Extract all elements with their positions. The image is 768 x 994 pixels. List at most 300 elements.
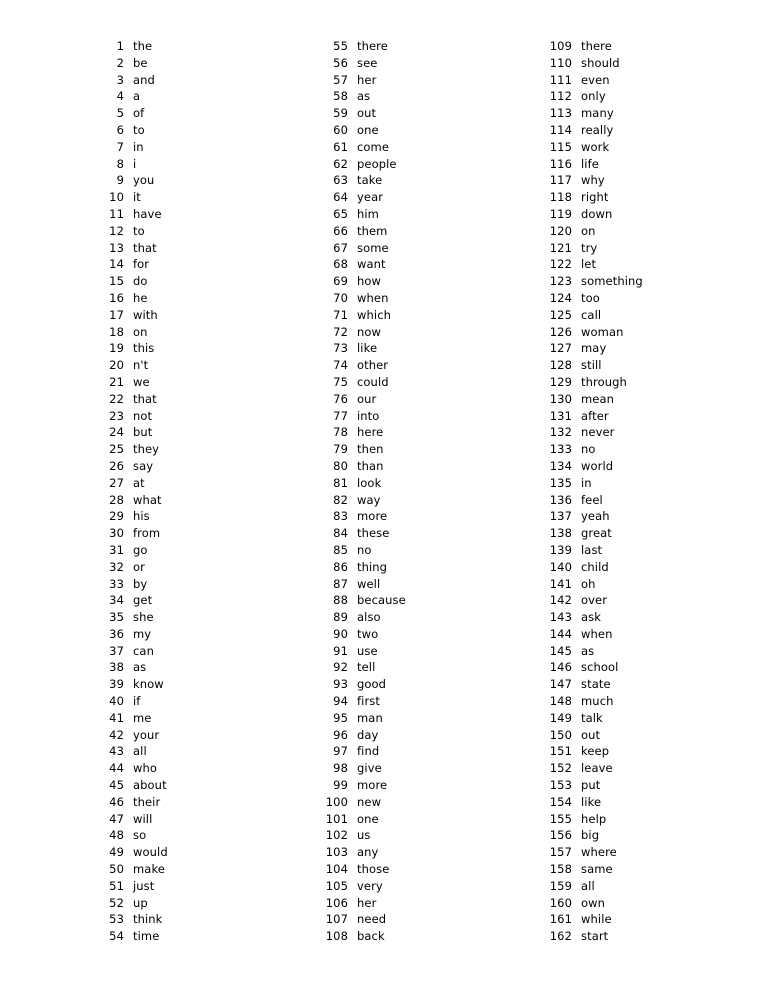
- word-text: which: [357, 307, 392, 322]
- word-text: other: [357, 358, 389, 373]
- word-text: because: [357, 593, 406, 608]
- word-list-item: [322, 844, 504, 861]
- word-rank: 162: [549, 929, 572, 944]
- word-list-item: [546, 189, 728, 206]
- word-text: good: [357, 677, 387, 692]
- word-text: talk: [581, 710, 603, 725]
- word-text: of: [133, 106, 145, 121]
- word-list-item: [322, 88, 504, 105]
- word-rank: 76: [333, 391, 348, 406]
- word-text: would: [133, 845, 168, 860]
- word-list-item: [98, 38, 280, 55]
- word-list-item: [98, 88, 280, 105]
- word-text: one: [357, 811, 379, 826]
- word-rank: 152: [549, 761, 572, 776]
- word-rank: 159: [549, 878, 572, 893]
- word-text: but: [133, 425, 153, 440]
- word-list-item: [98, 374, 280, 391]
- word-rank: 67: [333, 240, 348, 255]
- word-text: where: [581, 845, 617, 860]
- word-text: our: [357, 391, 377, 406]
- word-text: need: [357, 912, 387, 927]
- word-text: will: [133, 811, 153, 826]
- word-text: school: [581, 660, 619, 675]
- word-rank: 40: [109, 694, 124, 709]
- word-rank: 80: [333, 458, 348, 473]
- word-text: then: [357, 442, 384, 457]
- word-rank: 25: [109, 442, 124, 457]
- word-rank: 20: [109, 358, 124, 373]
- word-rank: 73: [333, 341, 348, 356]
- word-text: us: [357, 828, 371, 843]
- word-list-item: [546, 324, 728, 341]
- word-text: like: [357, 341, 378, 356]
- word-list-item: [98, 273, 280, 290]
- word-rank: 50: [109, 862, 124, 877]
- word-list-item: [322, 559, 504, 576]
- word-text: back: [357, 929, 385, 944]
- word-rank: 134: [549, 458, 572, 473]
- word-rank: 8: [116, 156, 124, 171]
- word-rank: 88: [333, 593, 348, 608]
- word-list-item: [546, 794, 728, 811]
- word-list-item: [98, 844, 280, 861]
- word-text: much: [581, 694, 614, 709]
- word-text: with: [133, 307, 158, 322]
- word-text: keep: [581, 744, 610, 759]
- word-list-item: [546, 576, 728, 593]
- word-rank: 155: [549, 811, 572, 826]
- word-rank: 1: [116, 39, 124, 53]
- word-text: we: [133, 374, 150, 389]
- word-text: their: [133, 794, 161, 809]
- word-text: on: [581, 223, 596, 238]
- word-text: too: [581, 290, 600, 305]
- word-text: when: [357, 290, 389, 305]
- word-text: or: [133, 559, 145, 574]
- word-list-item: [322, 508, 504, 525]
- word-rank: 23: [109, 408, 124, 423]
- word-rank: 138: [549, 526, 572, 541]
- word-text: take: [357, 173, 383, 188]
- word-list-item: [546, 542, 728, 559]
- word-rank: 42: [109, 727, 124, 742]
- word-list-item: [98, 391, 280, 408]
- word-list-item: [98, 324, 280, 341]
- word-list-item: [546, 340, 728, 357]
- word-list-item: [98, 240, 280, 257]
- word-list-item: [322, 139, 504, 156]
- word-text: people: [357, 156, 397, 171]
- word-rank: 127: [549, 341, 572, 356]
- word-text: ask: [581, 610, 601, 625]
- word-text: man: [357, 710, 383, 725]
- word-rank: 122: [549, 257, 572, 272]
- word-list-item: [98, 357, 280, 374]
- word-rank: 44: [109, 761, 124, 776]
- word-rank: 41: [109, 710, 124, 725]
- word-rank: 93: [333, 677, 348, 692]
- word-rank: 123: [549, 274, 572, 289]
- word-rank: 161: [549, 912, 572, 927]
- word-text: his: [133, 509, 150, 524]
- word-rank: 85: [333, 542, 348, 557]
- word-rank: 27: [109, 475, 124, 490]
- word-text: great: [581, 526, 612, 541]
- word-text: to: [133, 223, 145, 238]
- word-rank: 38: [109, 660, 124, 675]
- word-text: should: [581, 55, 620, 70]
- word-list-item: [322, 710, 504, 727]
- word-text: more: [357, 509, 388, 524]
- word-rank: 105: [325, 878, 348, 893]
- word-list-item: [98, 743, 280, 760]
- word-rank: 29: [109, 509, 124, 524]
- word-rank: 64: [333, 190, 348, 205]
- word-text: something: [581, 274, 643, 289]
- word-rank: 45: [109, 778, 124, 793]
- word-text: woman: [581, 324, 624, 339]
- word-list-item: [98, 223, 280, 240]
- word-list-item: [322, 895, 504, 912]
- word-text: that: [133, 240, 157, 255]
- word-list-item: [98, 105, 280, 122]
- word-rank: 46: [109, 794, 124, 809]
- word-list-item: [322, 256, 504, 273]
- word-list-item: [98, 408, 280, 425]
- word-text: as: [357, 89, 371, 104]
- word-rank: 102: [325, 828, 348, 843]
- word-rank: 7: [116, 139, 124, 154]
- word-rank: 62: [333, 156, 348, 171]
- word-text: her: [357, 895, 377, 910]
- word-text: let: [581, 257, 597, 272]
- word-text: only: [581, 89, 606, 104]
- word-text: feel: [581, 492, 603, 507]
- word-text: now: [357, 324, 382, 339]
- word-rank: 87: [333, 576, 348, 591]
- word-rank: 148: [549, 694, 572, 709]
- word-text: could: [357, 374, 389, 389]
- word-text: they: [133, 442, 160, 457]
- word-list-item: [98, 592, 280, 609]
- word-rank: 70: [333, 290, 348, 305]
- word-rank: 19: [109, 341, 124, 356]
- word-rank: 142: [549, 593, 572, 608]
- word-list-item: [98, 156, 280, 173]
- word-rank: 117: [549, 173, 572, 188]
- word-rank: 132: [549, 425, 572, 440]
- word-text: think: [133, 912, 163, 927]
- word-text: thing: [357, 559, 388, 574]
- word-text: not: [133, 408, 153, 423]
- word-text: she: [133, 610, 154, 625]
- word-text: up: [133, 895, 148, 910]
- word-rank: 74: [333, 358, 348, 373]
- word-list-item: [98, 576, 280, 593]
- word-list-item: [546, 172, 728, 189]
- word-list-item: [322, 408, 504, 425]
- word-text: out: [581, 727, 601, 742]
- word-text: get: [133, 593, 153, 608]
- word-list-item: [98, 895, 280, 912]
- word-list-item: [546, 659, 728, 676]
- word-rank: 97: [333, 744, 348, 759]
- word-text: many: [581, 106, 614, 121]
- word-text: start: [581, 929, 609, 944]
- word-rank: 153: [549, 778, 572, 793]
- word-list-item: [98, 256, 280, 273]
- word-list-item: [546, 273, 728, 290]
- word-rank: 107: [325, 912, 348, 927]
- word-rank: 126: [549, 324, 572, 339]
- word-rank: 136: [549, 492, 572, 507]
- word-list-item: [546, 559, 728, 576]
- word-text: it: [133, 190, 141, 205]
- word-list-item: [546, 643, 728, 660]
- word-rank: 52: [109, 895, 124, 910]
- word-rank: 5: [116, 106, 124, 121]
- word-rank: 149: [549, 710, 572, 725]
- word-rank: 150: [549, 727, 572, 742]
- word-rank: 108: [325, 929, 348, 944]
- word-list-item: [322, 122, 504, 139]
- word-rank: 77: [333, 408, 348, 423]
- word-list-item: [322, 240, 504, 257]
- word-list-item: [546, 827, 728, 844]
- word-text: can: [133, 643, 154, 658]
- word-list-item: [546, 693, 728, 710]
- word-text: just: [133, 878, 155, 893]
- word-text: new: [357, 794, 382, 809]
- word-list-item: [322, 290, 504, 307]
- word-list-item: [98, 811, 280, 828]
- word-text: if: [133, 694, 141, 709]
- word-rank: 15: [109, 274, 124, 289]
- word-text: to: [133, 122, 145, 137]
- word-list-item: [546, 290, 728, 307]
- word-list-item: [322, 693, 504, 710]
- word-rank: 146: [549, 660, 572, 675]
- word-list-item: [322, 374, 504, 391]
- word-rank: 57: [333, 72, 348, 87]
- word-list-item: [546, 105, 728, 122]
- word-text: yeah: [581, 509, 610, 524]
- word-list-item: [546, 743, 728, 760]
- word-text: look: [357, 475, 382, 490]
- word-list-item: [322, 492, 504, 509]
- word-rank: 119: [549, 206, 572, 221]
- word-list-item: [322, 928, 504, 945]
- word-list-item: [322, 424, 504, 441]
- word-rank: 112: [549, 89, 572, 104]
- word-text: any: [357, 845, 379, 860]
- word-text: say: [133, 458, 154, 473]
- word-rank: 79: [333, 442, 348, 457]
- word-list-item: [546, 760, 728, 777]
- word-text: big: [581, 828, 600, 843]
- word-list-item: [546, 156, 728, 173]
- word-rank: 47: [109, 811, 124, 826]
- word-rank: 59: [333, 106, 348, 121]
- word-list-item: [546, 88, 728, 105]
- word-rank: 34: [109, 593, 124, 608]
- word-text: first: [357, 694, 380, 709]
- word-rank: 33: [109, 576, 124, 591]
- word-rank: 30: [109, 526, 124, 541]
- word-text: find: [357, 744, 380, 759]
- word-rank: 3: [116, 72, 124, 87]
- word-text: him: [357, 206, 379, 221]
- word-list-item: [98, 172, 280, 189]
- word-rank: 147: [549, 677, 572, 692]
- word-list-item: [98, 290, 280, 307]
- word-list-columns: [40, 38, 728, 945]
- word-text: here: [357, 425, 384, 440]
- word-text: work: [581, 139, 610, 154]
- word-text: the: [133, 39, 153, 53]
- word-rank: 113: [549, 106, 572, 121]
- word-text: a: [133, 89, 141, 104]
- word-text: make: [133, 862, 165, 877]
- word-list-item: [546, 122, 728, 139]
- word-rank: 118: [549, 190, 572, 205]
- word-list-item: [98, 307, 280, 324]
- word-list-item: [322, 592, 504, 609]
- word-list-item: [98, 189, 280, 206]
- word-rank: 137: [549, 509, 572, 524]
- word-rank: 110: [549, 55, 572, 70]
- word-list-item: [98, 609, 280, 626]
- word-text: really: [581, 122, 614, 137]
- word-rank: 96: [333, 727, 348, 742]
- word-rank: 56: [333, 55, 348, 70]
- word-list-item: [98, 676, 280, 693]
- word-list-item: [322, 105, 504, 122]
- word-list-item: [322, 542, 504, 559]
- word-text: mean: [581, 391, 615, 406]
- word-list-item: [546, 895, 728, 912]
- word-list-item: [546, 811, 728, 828]
- word-rank: 103: [325, 845, 348, 860]
- word-rank: 49: [109, 845, 124, 860]
- word-rank: 12: [109, 223, 124, 238]
- word-list-item: [546, 357, 728, 374]
- word-text: even: [581, 72, 610, 87]
- word-text: that: [133, 391, 157, 406]
- word-list-item: [322, 55, 504, 72]
- word-text: two: [357, 626, 379, 641]
- word-list-item: [98, 659, 280, 676]
- word-text: out: [357, 106, 377, 121]
- word-rank: 135: [549, 475, 572, 490]
- word-list-item: [98, 878, 280, 895]
- word-text: about: [133, 778, 167, 793]
- word-list-item: [546, 928, 728, 945]
- word-text: those: [357, 862, 390, 877]
- word-rank: 124: [549, 290, 572, 305]
- word-rank: 86: [333, 559, 348, 574]
- word-text: way: [357, 492, 381, 507]
- word-text: no: [581, 442, 596, 457]
- word-list-item: [322, 727, 504, 744]
- word-text: as: [133, 660, 147, 675]
- word-rank: 158: [549, 862, 572, 877]
- word-rank: 92: [333, 660, 348, 675]
- word-list-item: [322, 676, 504, 693]
- word-rank: 55: [333, 39, 348, 53]
- word-text: over: [581, 593, 608, 608]
- word-rank: 11: [109, 206, 124, 221]
- word-list-item: [98, 475, 280, 492]
- word-rank: 101: [325, 811, 348, 826]
- word-text: help: [581, 811, 607, 826]
- word-rank: 63: [333, 173, 348, 188]
- word-rank: 60: [333, 122, 348, 137]
- word-list-item: [322, 223, 504, 240]
- word-text: be: [133, 55, 148, 70]
- word-text: see: [357, 55, 378, 70]
- word-rank: 129: [549, 374, 572, 389]
- word-text: same: [581, 862, 613, 877]
- word-text: time: [133, 929, 160, 944]
- word-rank: 160: [549, 895, 572, 910]
- word-text: want: [357, 257, 386, 272]
- word-text: there: [357, 39, 388, 53]
- word-text: state: [581, 677, 611, 692]
- word-text: still: [581, 358, 602, 373]
- word-rank: 24: [109, 425, 124, 440]
- word-list-item: [546, 911, 728, 928]
- word-text: there: [581, 39, 612, 53]
- word-rank: 78: [333, 425, 348, 440]
- word-rank: 121: [549, 240, 572, 255]
- word-rank: 31: [109, 542, 124, 557]
- word-rank: 115: [549, 139, 572, 154]
- word-rank: 14: [109, 257, 124, 272]
- word-list-item: [546, 727, 728, 744]
- word-rank: 10: [109, 190, 124, 205]
- word-list-item: [98, 559, 280, 576]
- word-text: do: [133, 274, 148, 289]
- word-text: may: [581, 341, 607, 356]
- word-rank: 4: [116, 89, 124, 104]
- word-rank: 2: [116, 55, 124, 70]
- word-text: also: [357, 610, 381, 625]
- word-rank: 139: [549, 542, 572, 557]
- word-text: in: [133, 139, 144, 154]
- word-text: in: [581, 475, 592, 490]
- word-text: for: [133, 257, 150, 272]
- word-rank: 66: [333, 223, 348, 238]
- word-rank: 28: [109, 492, 124, 507]
- word-text: and: [133, 72, 155, 87]
- word-text: day: [357, 727, 379, 742]
- word-text: than: [357, 458, 384, 473]
- word-rank: 125: [549, 307, 572, 322]
- word-rank: 141: [549, 576, 572, 591]
- word-rank: 130: [549, 391, 572, 406]
- word-rank: 116: [549, 156, 572, 171]
- word-rank: 53: [109, 912, 124, 927]
- word-text: down: [581, 206, 613, 221]
- word-list-item: [98, 492, 280, 509]
- word-rank: 154: [549, 794, 572, 809]
- word-list-item: [98, 424, 280, 441]
- word-rank: 145: [549, 643, 572, 658]
- word-text: use: [357, 643, 378, 658]
- word-rank: 18: [109, 324, 124, 339]
